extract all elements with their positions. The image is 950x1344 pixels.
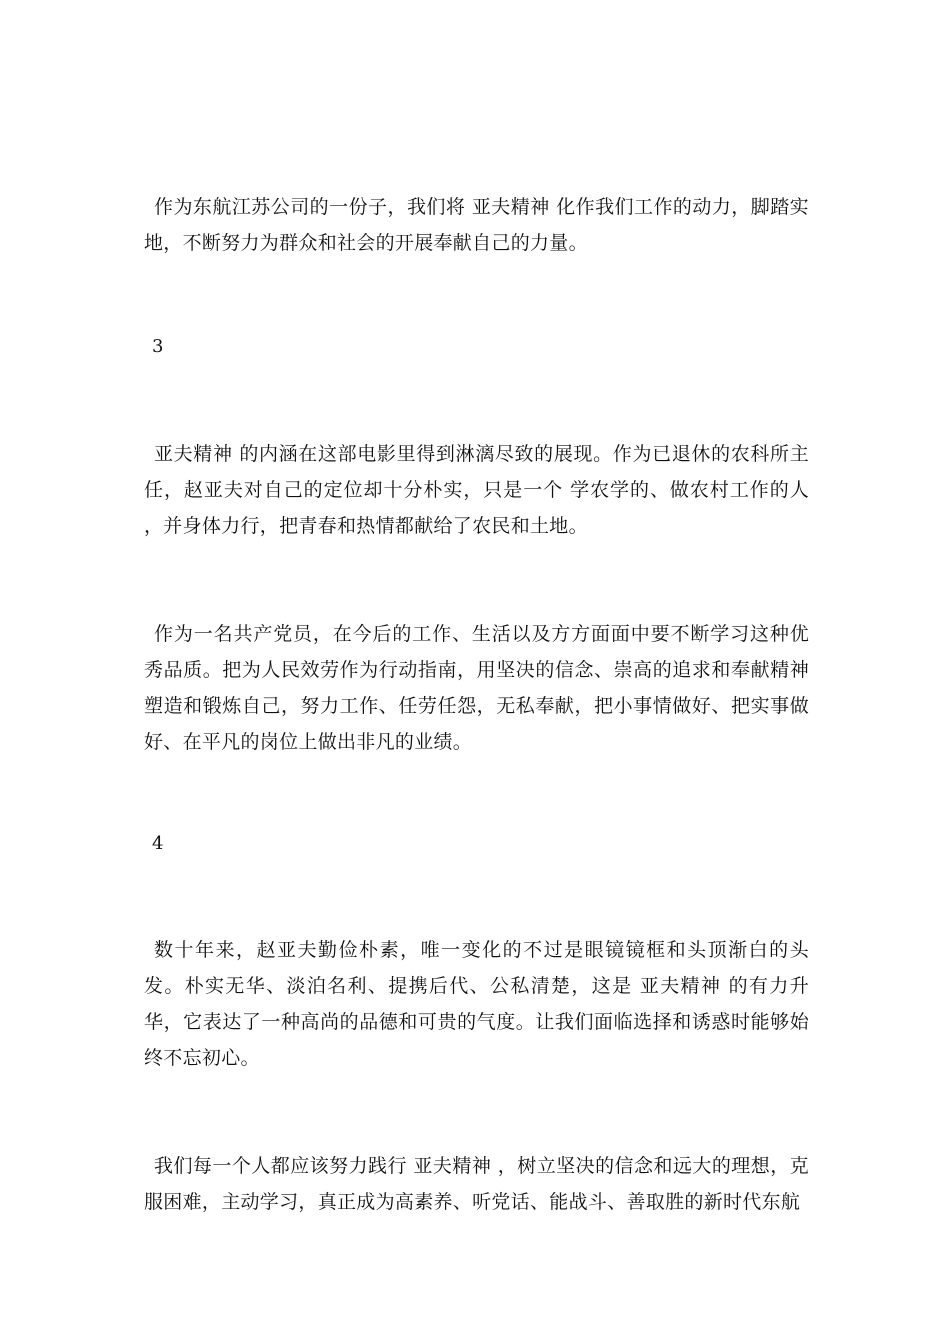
section-number: 4 xyxy=(152,833,164,854)
paragraph: 亚夫精神 的内涵在这部电影里得到淋漓尽致的展现。作为已退休的农科所主任，赵亚夫对自己的定位却十分朴实，只是一个 学农学的、做农村工作的人 ，并身体力行，把青春和热情都献给了农民和土地。 xyxy=(144,443,809,537)
paragraph: 作为一名共产党员，在今后的工作、生活以及方方面面中要不断学习这种优秀品质。把为人民效劳作为行动指南，用坚决的信念、崇高的追求和奉献精神塑造和锻炼自己，努力工作、任劳任怨，无私奉献，把小事情做好、把实事做好、在平凡的岗位上做出非凡的业绩。 xyxy=(144,623,809,753)
paragraph: 我们每一个人都应该努力践行 亚夫精神 ，树立坚决的信念和远大的理想，克服困难，主动学习，真正成为高素养、听党话、能战斗、善取胜的新时代东航 xyxy=(144,1155,809,1213)
paragraph: 数十年来，赵亚夫勤俭朴素，唯一变化的不过是眼镜镜框和头顶渐白的头发。朴实无华、淡泊名利、提携后代、公私清楚，这是 亚夫精神 的有力升华，它表达了一种高尚的品德和可贵的气度。让我们面临选择和诱惑时能够始终不忘初心。 xyxy=(144,939,809,1069)
paragraph: 作为东航江苏公司的一份子，我们将 亚夫精神 化作我们工作的动力，脚踏实地，不断努力为群众和社会的开展奉献自己的力量。 xyxy=(144,196,809,254)
section-number: 3 xyxy=(152,336,164,357)
